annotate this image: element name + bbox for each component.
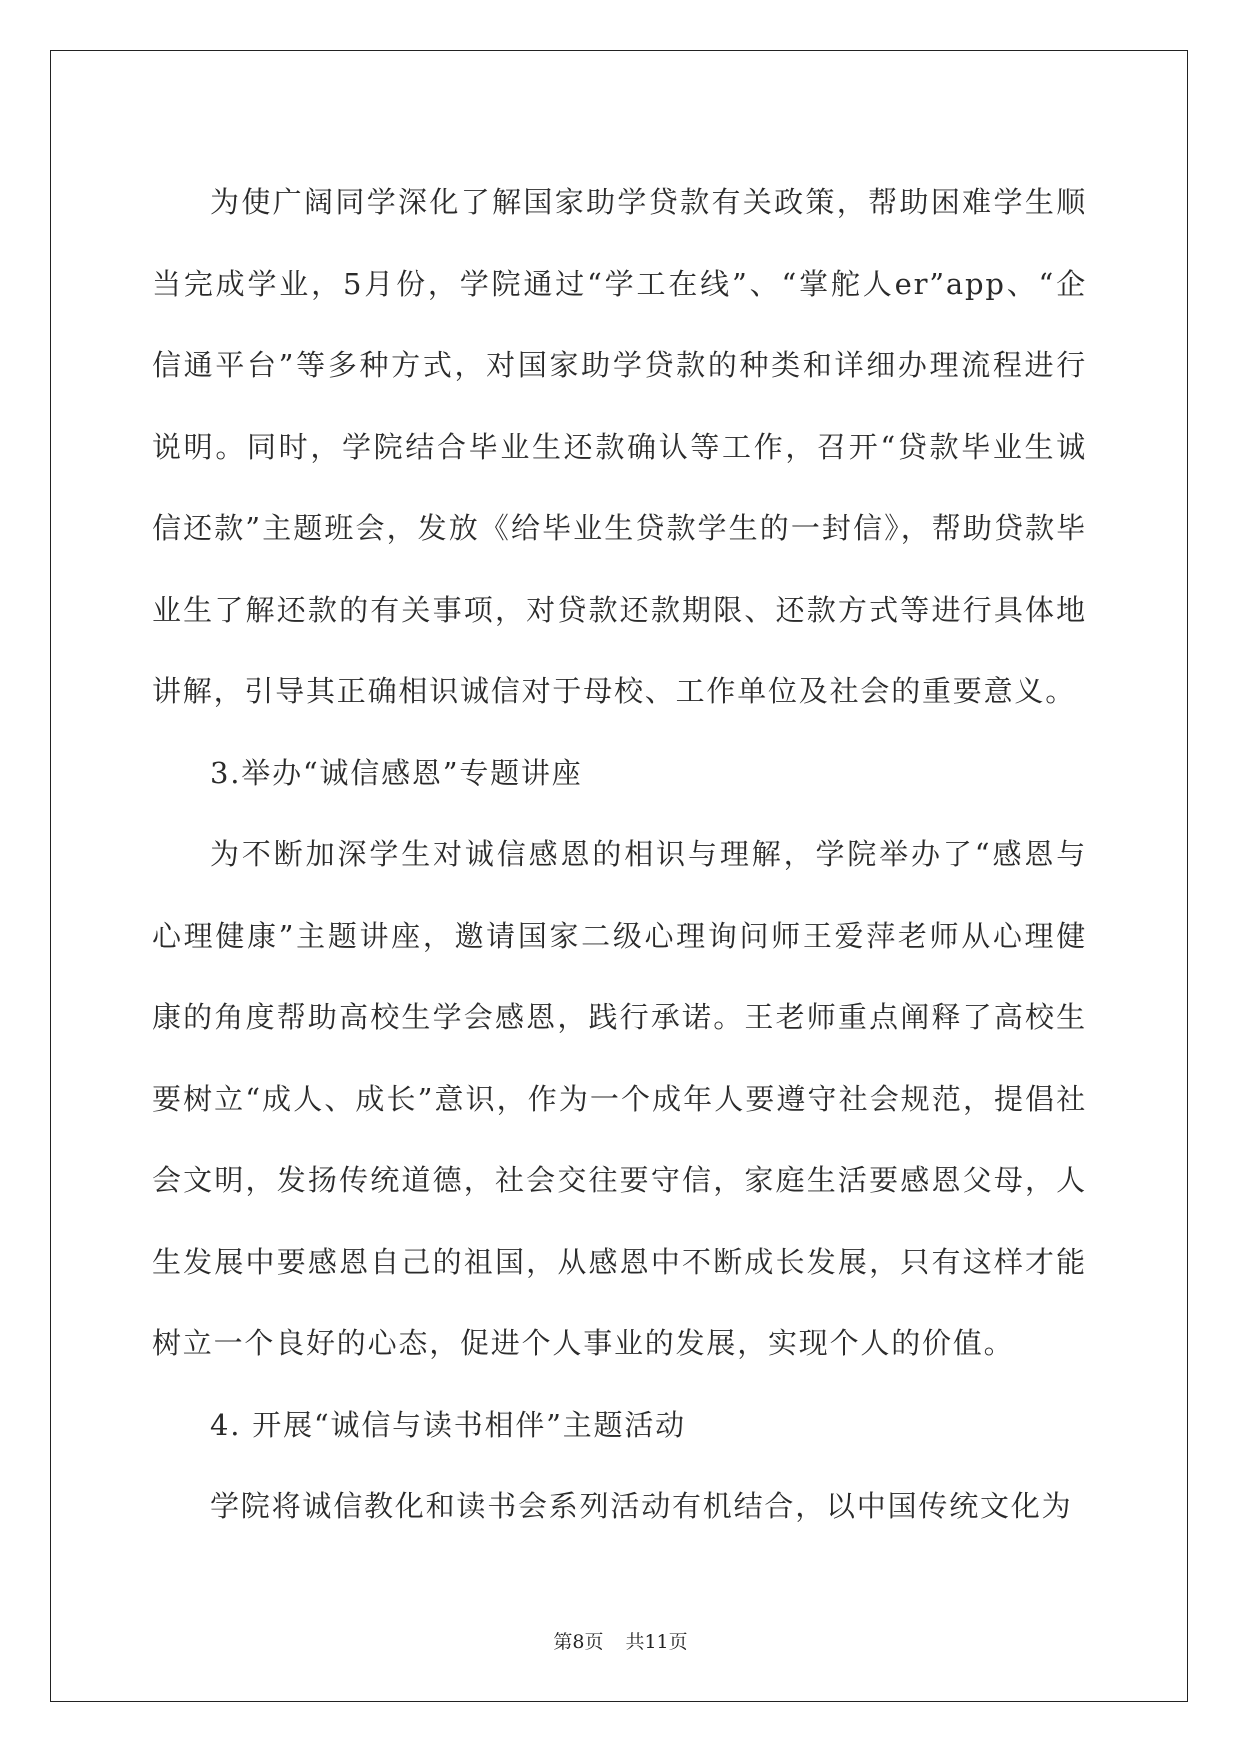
section-heading-3: 3.举办“诚信感恩”专题讲座 <box>210 755 583 790</box>
page-total: 共11页 <box>625 1631 688 1653</box>
document-body <box>152 162 1087 1548</box>
section-heading-4: 4. 开展“诚信与读书相伴”主题活动 <box>210 1407 686 1442</box>
paragraph-lecture: 为不断加深学生对诚信感恩的相识与理解，学院举办了“感恩与心理健康”主题讲座，邀请国家二级心理询问师王爱萍老师从心理健康的角度帮助高校生学会感恩，践行承诺。王老师重点阐释了高校生要树立“成人、成长”意识，作为一个成年人要遵守社会规范，提倡社会文明，发扬传统道德，社会交往要守信，家庭生活要感恩父母，人生发展中要感恩自己的祖国，从感恩中不断成长发展，只有这样才能树立一个良好的心态，促进个人事业的发展，实现个人的价值。 <box>152 837 1087 1360</box>
paragraph-reading: 学院将诚信教化和读书会系列活动有机结合，以中国传统文化为 <box>210 1489 1073 1523</box>
page-footer <box>0 1627 1241 1654</box>
paragraph-loan-policy: 为使广阔同学深化了解国家助学贷款有关政策，帮助困难学生顺当完成学业，5月份，学院通过“学工在线”、“掌舵人er”app、“企信通平台”等多种方式，对国家助学贷款的种类和详细办理流程进行说明。同时，学院结合毕业生还款确认等工作，召开“贷款毕业生诚信还款”主题班会，发放《给毕业生贷款学生的一封信》，帮助贷款毕业生了解还款的有关事项，对贷款还款期限、还款方式等进行具体地讲解，引导其正确相识诚信对于母校、工作单位及社会的重要意义。 <box>152 185 1087 708</box>
page-number: 第8页 <box>553 1631 604 1653</box>
